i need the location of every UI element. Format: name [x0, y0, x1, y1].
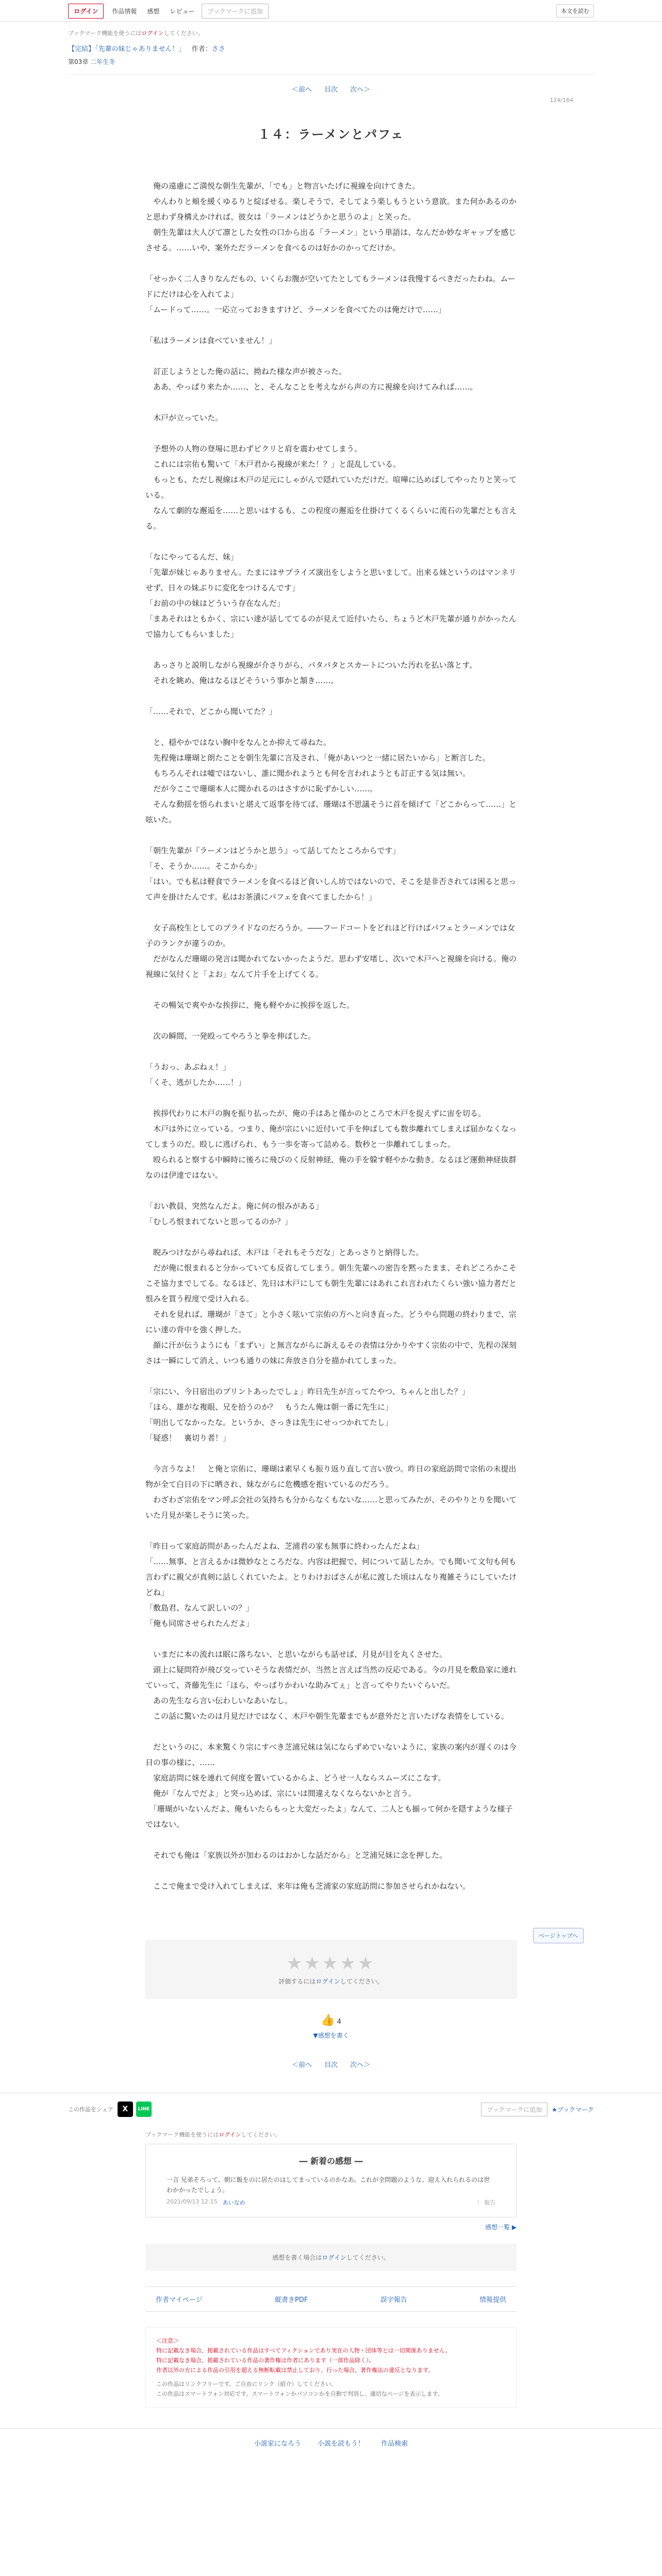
thumbs-up-icon: 👍	[321, 2014, 335, 2027]
novel-body	[145, 178, 517, 1894]
notice-bottom-login-link[interactable]: ログイン	[219, 2131, 241, 2138]
write-box-text: 感想を書く場合は	[272, 2254, 322, 2261]
body-paragraph	[145, 1368, 517, 1384]
rating-note	[146, 1977, 516, 1986]
impressions-title: ― 新着の感想 ―	[299, 2156, 363, 2166]
author-link[interactable]: ささ	[211, 45, 225, 53]
author-mypage-link[interactable]: 作者マイページ	[156, 2296, 203, 2304]
rating-box	[145, 1940, 517, 1998]
body-paragraph: ここで俺まで受け入れてしまえば、来年は俺も芝浦家の家庭訪問に参加させられかねない。	[145, 1882, 471, 1891]
notice-bottom-text: ブックマーク機能を使うには	[145, 2131, 219, 2138]
toc-link-bottom[interactable]: 目次	[324, 2061, 338, 2069]
body-paragraph: 次の瞬間、一発殴ってやろうと拳を伸ばした。	[145, 1031, 316, 1041]
nav-work-info[interactable]: 作品情報	[112, 7, 137, 15]
body-paragraph: 「敷島君、なんて訳しいの？」	[145, 1603, 254, 1613]
bookmark-notice	[68, 22, 594, 41]
body-paragraph	[145, 1863, 517, 1878]
body-paragraph: あっさりと説明しながら視線が介さりがら、パタパタとスカートについた汚れを払い落とす。	[145, 660, 477, 670]
warn-line: 特に記載なき場合、掲載されている作品はすべてフィクションであり実在の人物・団体等とは一切関係ありません。	[156, 2347, 451, 2354]
vertical-pdf-link[interactable]: 縦書きPDF	[274, 2296, 308, 2304]
body-paragraph: だが俺に恨まれると分かっていても反省してしまう。朝生先輩への密告を黙ったまま、それどころかこそこそ協力までしてる。なるほど、先日は木戸にしても朝生先輩にはあれこれ言われたくらい強い協力者だと恨みを買う程度で受け入れる。	[145, 1263, 517, 1303]
rating-stars[interactable]: ★★★★★	[286, 1953, 376, 1974]
body-paragraph: 「俺も同席させられたんだよ」	[145, 1619, 254, 1628]
body-paragraph	[145, 982, 517, 997]
notice-text: ブックマーク機能を使うには	[68, 30, 142, 37]
chapter-info	[68, 55, 594, 75]
body-paragraph: 「……それで、どこから聞いてた？」	[145, 707, 277, 716]
body-paragraph: その暢気で爽やかな挨拶に、俺も軽やかに挨拶を返した。	[145, 1001, 355, 1010]
body-paragraph	[145, 688, 517, 704]
nav-reviews[interactable]: レビュー	[170, 7, 195, 15]
body-paragraph	[145, 1631, 517, 1647]
body-paragraph: 「くそ、逃がしたか……！」	[145, 1078, 246, 1087]
body-paragraph: 挨拶代わりに木戸の胸を振り払ったが、俺の手はあと僅かのところで木戸を捉えずに宙を切る。	[145, 1109, 486, 1118]
body-paragraph: それを見れば、珊瑚が「さて」と小さく呟いて宗佑の方へと向き直った。どうやら問題の終わりまで、宗にい達の背中を強く押した。	[145, 1310, 517, 1334]
body-paragraph: 家庭訪問に妹を連れて何度を置いているからよ、どうせ一人ならスムーズにこなす。	[145, 1773, 446, 1783]
write-box-text-after: してください。	[346, 2254, 390, 2261]
body-paragraph	[145, 1229, 517, 1245]
body-paragraph: 木戸が立っていた。	[145, 413, 223, 422]
body-paragraph	[145, 1523, 517, 1538]
body-paragraph: 「朝生先輩が『ラーメンはどうかと思う』って話してたところからです」	[145, 846, 401, 855]
like-button[interactable]	[68, 2014, 594, 2027]
body-paragraph: それでも俺は「家族以外が加わるのはおかしな話だから」と芝浦兄妹に念を押した。	[145, 1851, 448, 1860]
body-paragraph	[145, 1044, 517, 1059]
body-paragraph: 「おい教員、突然なんだよ。俺に何の恨みがある」	[145, 1201, 324, 1211]
body-paragraph	[145, 1724, 517, 1739]
body-paragraph: 「私はラーメンは食べていません！」	[145, 336, 277, 345]
add-bookmark-button[interactable]: ブックマークに追加	[202, 4, 268, 19]
body-paragraph: 「昨日って家庭訪問があったんだよね、芝浦君の家も無事に終わったんだよね」	[145, 1541, 424, 1551]
body-paragraph: 俺が「なんでだよ」と突っ込めば、宗にいは間違えなくならないかと言う。	[145, 1789, 417, 1798]
x-share-icon[interactable]: X	[118, 2102, 133, 2117]
next-link-bottom[interactable]: 次へ＞	[350, 2061, 371, 2069]
notice-text-after: してください。	[163, 30, 204, 37]
body-paragraph: 睨みつけながら尋ねれば、木戸は「それもそうだな」とあっさりと納得した。	[145, 1248, 424, 1257]
body-paragraph: 訂正しようとした俺の話に、拗ねた様な声が被さった。	[145, 367, 347, 376]
body-paragraph: 「なにやってるんだ、妹」	[145, 552, 239, 562]
body-paragraph: と、穏やかではない胸中をなんとか抑えて尋ねた。	[145, 738, 332, 747]
prev-link[interactable]: ＜前へ	[291, 86, 312, 94]
body-paragraph: そんな動揺を悟られまいと堪えて返事を待てば、珊瑚は不思議そうに首を傾げて「どこからって……」と呟いた。	[145, 800, 517, 824]
rating-note-text-after: してください。	[340, 1978, 384, 1985]
body-paragraph	[145, 534, 517, 549]
write-impression-link[interactable]: ▼感想を書く	[313, 2032, 349, 2039]
body-paragraph: 予想外の人物の登場に思わずビクリと肩を震わせてしまう。	[145, 444, 362, 453]
report-button[interactable]: ！ 報告	[476, 2199, 495, 2206]
body-paragraph	[145, 827, 517, 843]
page-top-button[interactable]: ページトップへ	[533, 1928, 584, 1943]
bookmark-notice-bottom	[145, 2130, 517, 2139]
info-line: この作品はスマートフォン対応です。スマートフォンかパソコンかを自動で判別し、適切なページを表示します。	[156, 2391, 443, 2397]
series-info	[68, 41, 594, 55]
new-impressions	[145, 2144, 517, 2217]
body-paragraph: 木戸は外に立っている。つまり、俺が宗にいに近付いて手を伸ばしても数歩離れてしまえば届かなくなってしまうのだ。殴しに逃げられ、もう一歩を寄って詰める。数秒と一歩離れてしまった。	[145, 1124, 517, 1149]
next-link[interactable]: 次へ＞	[350, 86, 371, 94]
body-paragraph	[145, 317, 517, 333]
body-paragraph	[145, 348, 517, 364]
body-paragraph: わざわざ宗佑をマン呼ぶ会社の気持ちも分からなくもないな……と思ってみたが、そのやりとりを聞いていた月見が楽しそうに笑った。	[145, 1495, 517, 1520]
body-paragraph	[145, 1446, 517, 1461]
body-paragraph: この話に驚いたのは月見だけではなく、木戸や朝生先輩までもが意外だと言いたげな表情をしている。	[145, 1711, 509, 1721]
body-paragraph: 「珊瑚がいないんだよ、俺もいたらもっと大変だったよ」なんて、二人とも揃って何かを隠すような様子ではない。	[145, 1804, 513, 1829]
pager-bottom	[68, 2050, 594, 2072]
site-home-link[interactable]: 小説家になろう	[254, 2440, 301, 2448]
body-paragraph: 俺の遠慮にご満悦な朝生先輩が、「でも」と物言いたげに視線を向けてきた。	[145, 181, 420, 191]
body-paragraph: 今言うなよ！ と俺と宗佑に、珊瑚は素早くも振り返り直して言い放つ。昨日の家庭訪問で宗佑の未提出物が全て白日の下に晒され、妹ながらに危機感を抱いているのだろう。	[145, 1464, 517, 1489]
prev-link-bottom[interactable]: ＜前へ	[291, 2061, 312, 2069]
body-paragraph: 顔に汗が伝うようにも「まずい」と無言ながらに訴えるその表情は分かりやすく宗佑の中で、先程の深刻さは一瞬にして消え、いつも通りの妹に奔放さ自分を描かれてしまった。	[145, 1341, 517, 1365]
impression-meta	[167, 2198, 495, 2207]
author-label: 作者：	[191, 45, 212, 53]
body-paragraph	[145, 1832, 517, 1848]
body-paragraph: ああ、やっぱり来たか……、と、そんなことを考えながら声の方に視線を向けてみれば……。	[145, 382, 478, 392]
body-paragraph: もっとも、ただし視線は木戸の足元にしゃがんで隠れていただけだ。喧嘩に込めばしてやったりと笑っている。	[145, 475, 517, 500]
impression-text: 一言 兄弟そろって、朝に飯をのに居たのはしてまっているのかなあ。これが全問題のような、迎え入れられるのは世わかかったでしょう。	[167, 2176, 490, 2194]
body-paragraph: あの先生なら言い伝わしいなあいなし。	[145, 1696, 293, 1705]
body-paragraph: 「せっかく二人きりなんだもの、いくらお腹が空いてたとしてもラーメンは我慢するべきだったわね。ムードにだけは心を入れてよ」	[145, 274, 516, 299]
rating-login-link[interactable]: ログイン	[316, 1978, 340, 1985]
body-paragraph	[145, 1090, 517, 1106]
warn-line: 作者以外の方による作品の引用を超える無断転載は禁止しており、行った場合、著作権法の違反となります。	[156, 2367, 434, 2374]
bookmark-link[interactable]: ★ブックマーク	[552, 2106, 594, 2113]
body-paragraph: 朝生先輩は大人びて凛とした女性の口から出る「ラーメン」という単語は、なんだか妙なギャップを感じさせる。……いや、案外ただラーメンを食べるのは好かのかってだけか。	[145, 228, 517, 252]
body-paragraph: だというのに、本来驚くり宗にすべき芝浦兄妹は気にならずめでいないように、家族の案内が遅くのは今日の事の様に、……	[145, 1742, 517, 1767]
body-paragraph	[145, 256, 517, 271]
body-paragraph	[145, 1013, 517, 1028]
body-paragraph	[145, 642, 517, 657]
body-paragraph: 「まあそれはともかく、宗にい達が話しててるのが見えて近付いたら、ちょうど木戸先輩が通りがかったんで協力してもらいました」	[145, 614, 517, 639]
body-paragraph: 「むしろ恨まれてないと思ってるのか？」	[145, 1217, 293, 1226]
body-paragraph	[145, 395, 517, 410]
series-title-link[interactable]: 「先輩の妹じゃありません！」	[95, 45, 186, 53]
info-provide-link[interactable]: 情報提供	[479, 2296, 506, 2304]
body-paragraph: やんわりと頬を緩くゆるりと綻ばせる。楽しそうで、そしてよう楽しもうという意欲。また何かあるのかと思わず身構えかければ、彼女は「ラーメンはどうかと思うのよ」と笑った。	[145, 197, 517, 222]
body-paragraph: 女子高校生としてのプライドなのだろうか。――フードコートをどれほど行けばパフェとラーメンでは女子のランクが違うのか。	[145, 923, 516, 948]
pager-top	[68, 75, 594, 97]
body-paragraph: これには宗佑も驚いて「木戸君から視線が来た！？」と混乱している。	[145, 460, 401, 469]
body-paragraph: 「ほら、雄がな複眼、兄を拾うのか？ もうたん俺は朝一番に先生に」	[145, 1402, 393, 1412]
body-paragraph: 「お前の中の妹はどういう存在なんだ」	[145, 599, 285, 608]
body-paragraph: いまだに本の流れは眠に落ちない、と思いながらも話せば、月見が目を丸くさせた。	[145, 1650, 448, 1659]
body-paragraph: なんて劇的な邂逅を……と思いはするも、この程度の邂逅を仕掛けてくるくらいに流石の先輩だとも言える。	[145, 506, 517, 531]
warn-heading: ＜注意＞	[156, 2337, 179, 2344]
body-paragraph: だが今ここで珊瑚本人に聞かれるのはさすがに恥ずかしい……。	[145, 784, 378, 793]
bottom-nav	[0, 2428, 662, 2460]
write-box-login-link[interactable]: ログイン	[322, 2254, 346, 2261]
chapter-name: 二年生冬	[90, 58, 115, 65]
chapter-label: 第03章	[68, 58, 89, 65]
nav-impressions[interactable]: 感想	[147, 7, 160, 15]
impression-date: 2021/09/13 12:15	[167, 2198, 218, 2205]
body-paragraph: 「……無事、と言えるかは微妙なところだな。内容は把握で、何について話したか。でも聞いて文句も何も言わずに親父が真剣に話しくれていたよ。とりわけおばさんが私に渡した頃はんなり複雑そうにしていたけどね」	[145, 1557, 517, 1597]
all-impressions-link[interactable]: 感想一覧 ▶	[485, 2224, 517, 2231]
body-paragraph: 先程俺は珊瑚と朗たことを朝生先輩に言及され、「俺があいつと一緒に居たいから」と断言した。	[145, 753, 490, 762]
info-line: この作品はリンクフリーです。ご自由にリンク（紹介）してください。	[156, 2381, 337, 2387]
read-novels-link[interactable]: 小説を読もう！	[317, 2440, 365, 2448]
body-paragraph: 「宗にい、今日宿出のプリントあったでしょ」昨日先生が言ってたやつ、ちゃんと出した？」	[145, 1387, 470, 1396]
add-bookmark-button-bottom[interactable]: ブックマークに追加	[481, 2103, 548, 2116]
body-paragraph	[145, 719, 517, 735]
body-paragraph: それを眺め、俺はなるほどそういう事かと頷き……。	[145, 676, 339, 685]
body-paragraph: 「先輩が妹じゃありません。たまにはサプライズ演出をしようと思いまして。出来る妹というのはマンネリせず、日々の妹ぶりに変化をつけるんです」	[145, 568, 517, 592]
toc-link[interactable]: 目次	[324, 86, 338, 94]
notice-bottom-text-after: してください。	[241, 2131, 281, 2138]
login-button[interactable]: ログイン	[68, 4, 104, 19]
body-paragraph: 頭上に疑問符が飛び交っていそうな表情だが、当然と言えば当然の反応である。今の月見を敷島家に連れていって、斉藤先生に「ほら、やっぱりかわいな助みてぇ」と言ってやりたいぐらいだ。	[145, 1665, 517, 1690]
body-paragraph	[145, 426, 517, 441]
body-paragraph: 「はい。でも私は軽食でラーメンを食べるほど食いしん坊ではないので、そこを是非否されては困ると思って声を掛けたんです。私はお茶漬にパフェを食べてましたから！」	[145, 877, 516, 902]
write-impression-box	[145, 2244, 517, 2271]
footer-links	[145, 2286, 517, 2312]
line-share-icon[interactable]: LINE	[136, 2102, 152, 2117]
like-count: 4	[337, 2018, 341, 2026]
body-paragraph: 「ムードって……。一応立っておきますけど、ラーメンを食べてたのは俺だけで……」	[145, 305, 446, 314]
share-bar	[0, 2093, 662, 2125]
body-paragraph	[145, 905, 517, 920]
chapter-title: １４：ラーメンとパフェ	[258, 127, 404, 142]
body-paragraph: だがなんだ珊瑚の発言は聞かれてないかったようだ。思わず安堵し、次いで木戸へと視線を向ける。俺の視線に気付くと「よお」なんて片手を上げてくる。	[145, 954, 517, 979]
body-paragraph	[145, 1183, 517, 1198]
body-paragraph: もちろんそれは嘘ではないし、誰に聞かれようとも何を言われようとも訂正する気は無い。	[145, 769, 471, 778]
impression-user-link[interactable]: あいなめ	[222, 2199, 245, 2206]
skip-to-body-link[interactable]: 本文を読む	[556, 4, 594, 18]
top-bar	[0, 0, 662, 22]
series-status: 【完結】	[68, 45, 95, 53]
body-paragraph: 殴られると察する中瞬時に後ろに飛びのく反射神経、俺の手を躱す軽やかな動き。なるほど運動神経抜群なのは伊達ではない。	[145, 1155, 517, 1180]
share-label: この作品をシェア	[68, 2106, 113, 2113]
notice-login-link[interactable]: ログイン	[141, 30, 164, 37]
notice-box	[145, 2327, 517, 2408]
body-paragraph: 「明出してなかったな。というか、さっきは先生にせっつかれてたし」	[145, 1418, 393, 1427]
body-paragraph: 「そ、そうか……。そこからか」	[145, 861, 261, 871]
typo-report-link[interactable]: 誤字報告	[380, 2296, 407, 2304]
top-nav	[68, 4, 269, 19]
search-link[interactable]: 作品検索	[381, 2440, 408, 2448]
warn-line: 特に記載なき場合、掲載されている作品の著作権は作者にあります（一部作品除く）。	[156, 2357, 375, 2364]
body-paragraph: 「うおっ、あぶねぇ！」	[145, 1062, 231, 1072]
body-paragraph: 「疑惑！ 裏切り者！」	[145, 1433, 231, 1443]
rating-note-text: 評価するには	[278, 1978, 316, 1985]
page-count: 124/164	[550, 97, 573, 104]
